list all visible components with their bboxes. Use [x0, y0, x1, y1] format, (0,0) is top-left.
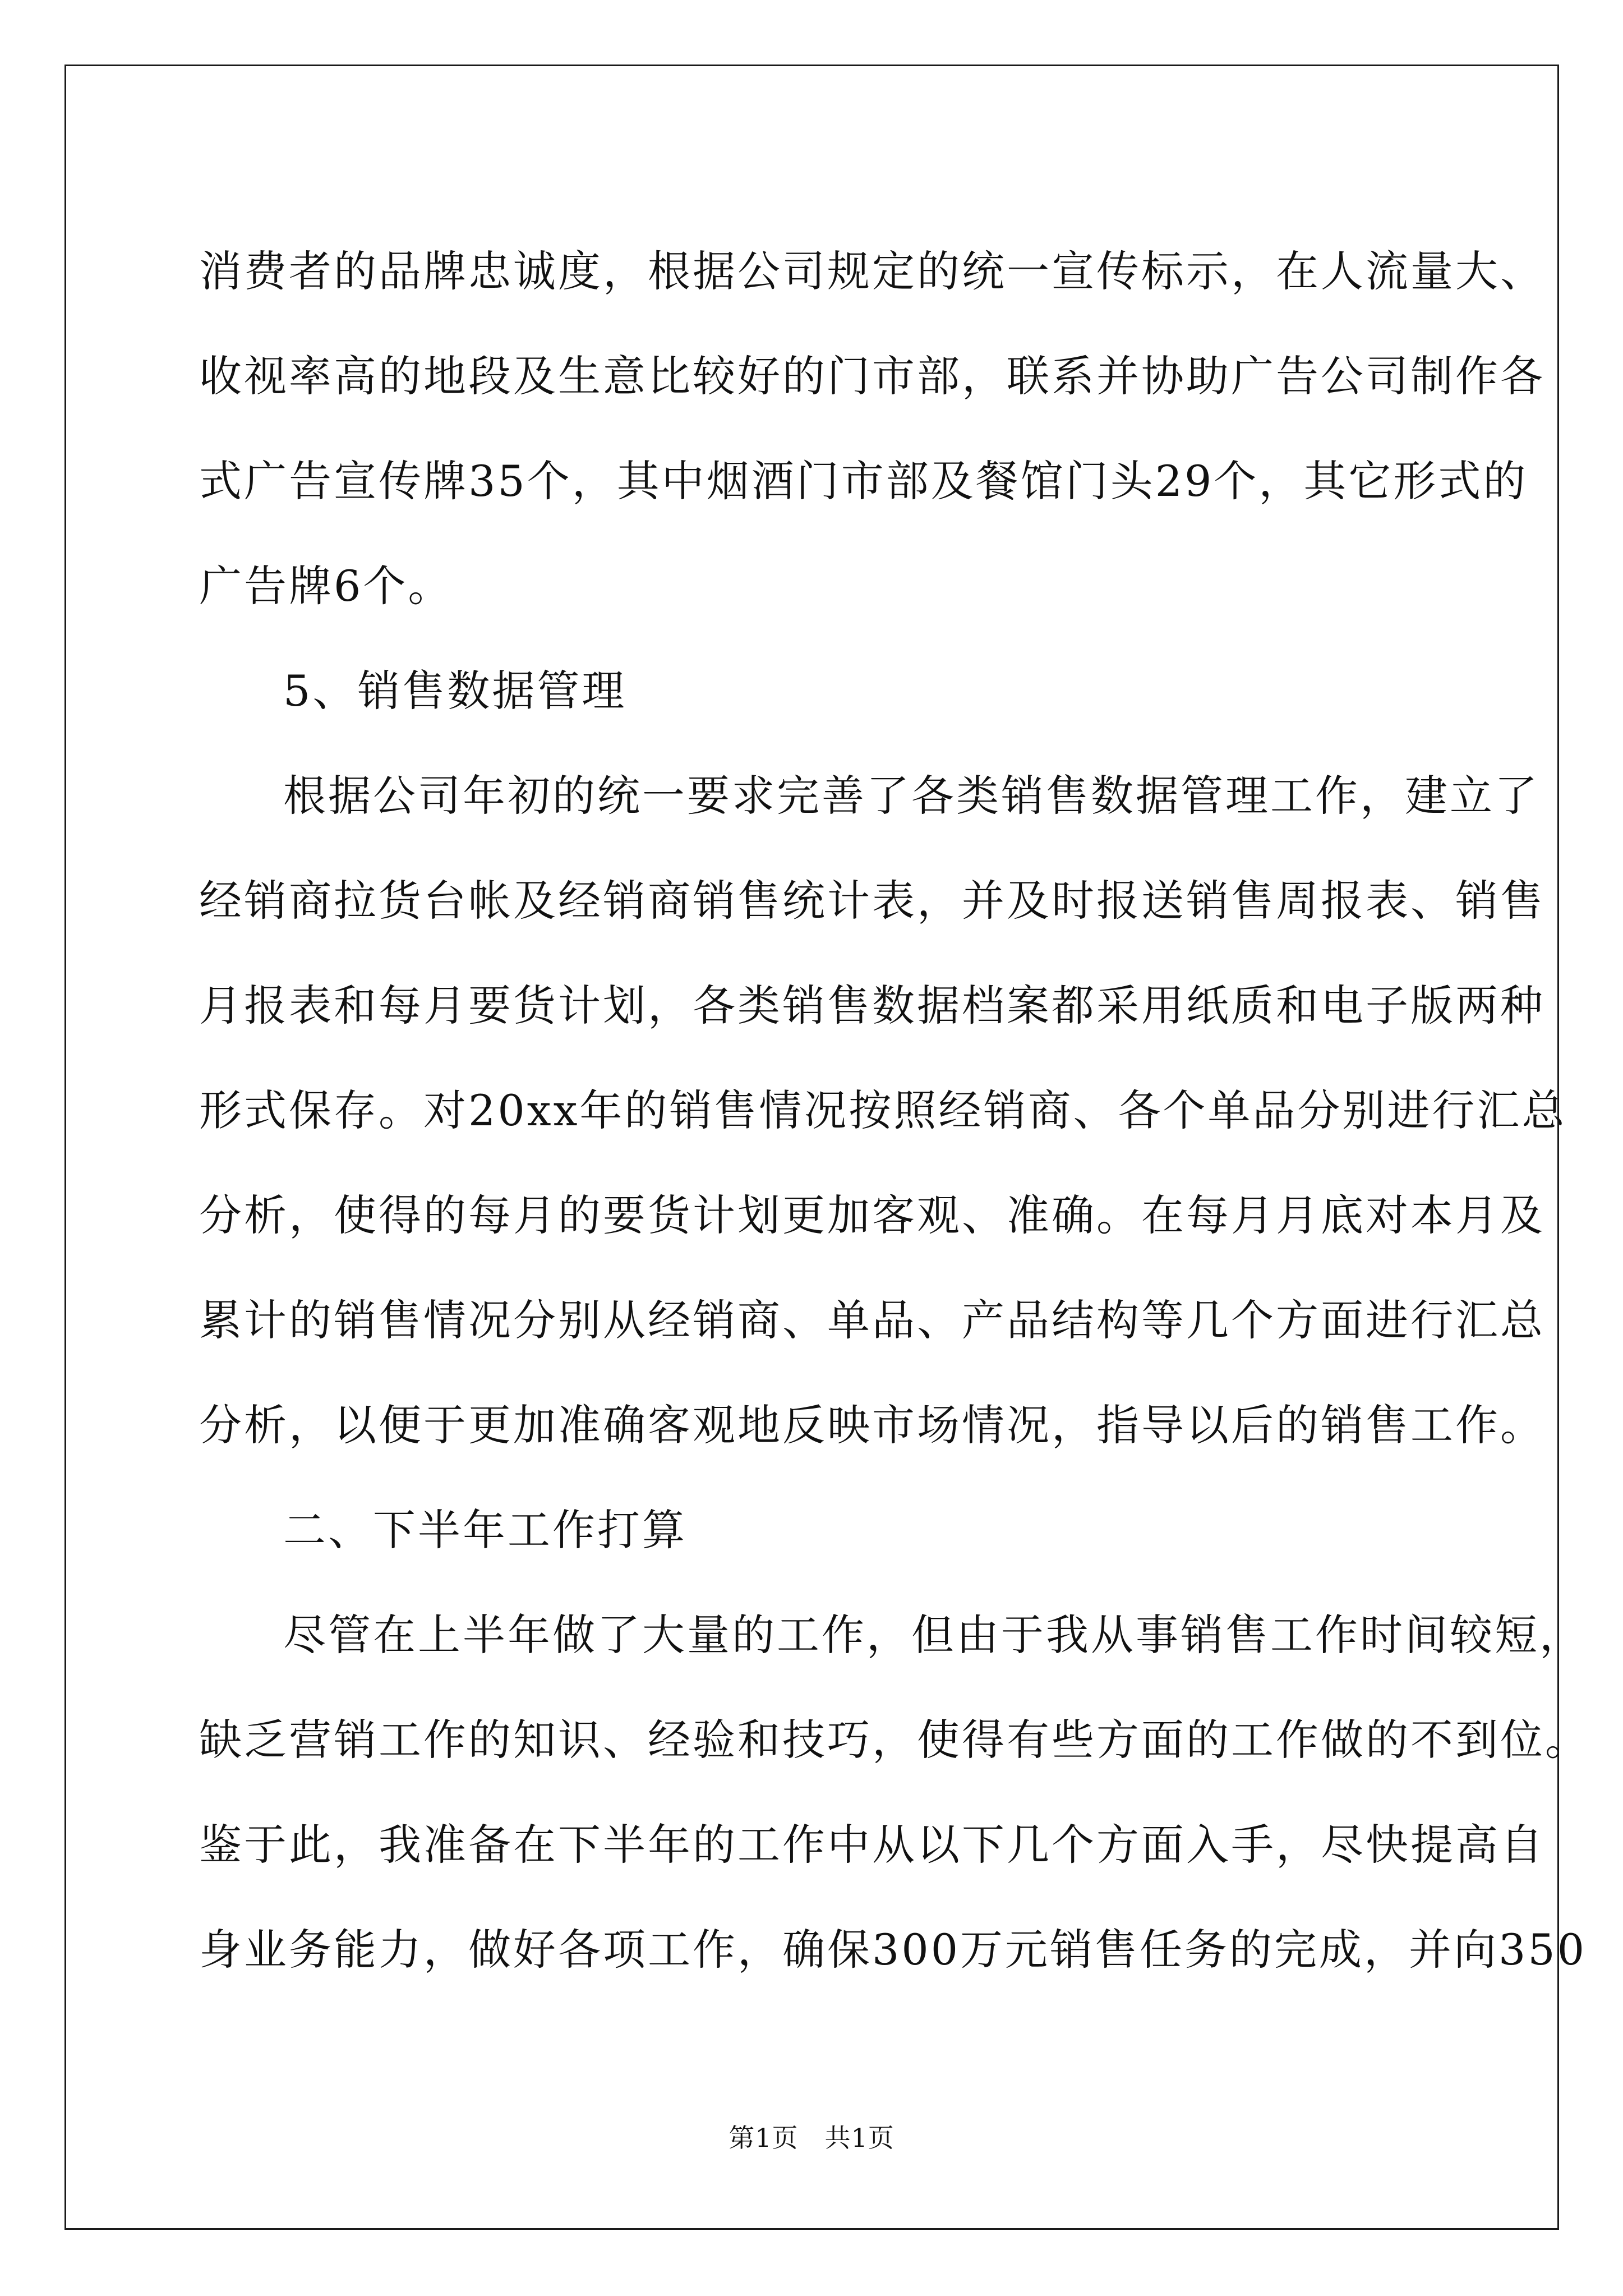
text-line: 身业务能力，做好各项工作，确保300万元销售任务的完成，并向350	[199, 1925, 1587, 1975]
paragraph-first-line: 根据公司年初的统一要求完善了各类销售数据管理工作，建立了	[283, 771, 1539, 821]
text-line: 缺乏营销工作的知识、经验和技巧，使得有些方面的工作做的不到位。	[199, 1715, 1590, 1765]
text-line: 收视率高的地段及生意比较好的门市部，联系并协助广告公司制作各	[199, 351, 1545, 401]
text-line: 经销商拉货台帐及经销商销售统计表，并及时报送销售周报表、销售	[199, 876, 1545, 926]
text-line: 分析，以便于更加准确客观地反映市场情况，指导以后的销售工作。	[199, 1400, 1545, 1450]
text-line: 形式保存。对20xx年的销售情况按照经销商、各个单品分别进行汇总	[199, 1085, 1567, 1135]
text-line: 累计的销售情况分别从经销商、单品、产品结构等几个方面进行汇总	[199, 1295, 1545, 1345]
text-line: 鉴于此，我准备在下半年的工作中从以下几个方面入手，尽快提高自	[199, 1820, 1545, 1870]
paragraph-first-line: 尽管在上半年做了大量的工作，但由于我从事销售工作时间较短，	[283, 1610, 1584, 1660]
text-line: 分析，使得的每月的要货计划更加客观、准确。在每月月底对本月及	[199, 1190, 1545, 1240]
page-number-footer: 第1页 共1页	[728, 2123, 895, 2153]
text-line: 式广告宣传牌35个，其中烟酒门市部及餐馆门头29个，其它形式的	[199, 456, 1528, 506]
document-body	[199, 219, 1590, 2002]
text-line: 月报表和每月要货计划，各类销售数据档案都采用纸质和电子版两种	[199, 981, 1545, 1030]
section-heading: 二、下半年工作打算	[283, 1505, 687, 1555]
text-line: 广告牌6个。	[199, 561, 453, 611]
section-heading: 5、销售数据管理	[283, 666, 627, 716]
text-line: 消费者的品牌忠诚度，根据公司规定的统一宣传标示，在人流量大、	[199, 246, 1545, 296]
